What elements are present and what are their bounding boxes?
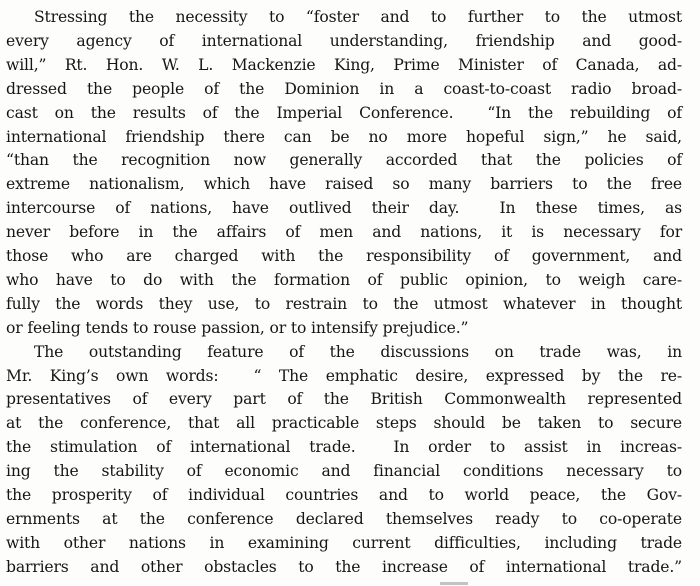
text-line: extreme nationalism, which have raised so many barriers to the free [6, 175, 682, 194]
text-line: ernments at the conference declared themselves ready to co-operate [6, 509, 682, 528]
text-line: cast on the results of the Imperial Conference. “In the rebuilding of [6, 103, 682, 122]
text-line: intercourse of nations, have outlived their day. In these times, as [6, 199, 682, 218]
text-line: barriers and other obstacles to the increase of international trade.” [6, 557, 682, 576]
text-line: will,” Rt. Hon. W. L. Mackenzie King, Prime Minister of Canada, ad- [6, 55, 682, 74]
text-line: every agency of international understanding, friendship and good- [6, 31, 682, 50]
text-line: with other nations in examining current difficulties, including trade [6, 533, 682, 552]
text-line: the prosperity of individual countries and to world peace, the Gov- [6, 486, 682, 504]
text-line: the stimulation of international trade. In order to assist in increas- [6, 438, 682, 457]
text-line: who have to do with the formation of public opinion, to weigh care- [6, 270, 682, 289]
text-line: at the conference, that all practicable steps should be taken to secure [6, 414, 682, 433]
text-line: presentatives of every part of the British Commonwealth represented [6, 390, 682, 409]
text-line: Stressing the necessity to “foster and to further to the utmost [34, 8, 682, 26]
text-line: Mr. King’s own words: “ The emphatic desire, expressed by the re- [6, 366, 682, 385]
text-line: The outstanding feature of the discussions on trade was, in [34, 342, 682, 361]
text-line: or feeling tends to rouse passion, or to intensify prejudice.” [6, 318, 469, 337]
print-artifact [440, 582, 468, 585]
text-line: dressed the people of the Dominion in a coast-to-coast radio broad- [6, 79, 682, 98]
text-line: “than the recognition now generally accorded that the policies of [6, 151, 682, 170]
text-line: international friendship there can be no more hopeful sign,” he said, [6, 127, 682, 146]
text-line: never before in the affairs of men and nations, it is necessary for [6, 223, 682, 242]
text-line: ing the stability of economic and financial conditions necessary to [6, 462, 682, 481]
text-line: those who are charged with the responsibility of government, and [6, 247, 682, 265]
text-line: fully the words they use, to restrain to the utmost whatever in thought [6, 294, 682, 313]
